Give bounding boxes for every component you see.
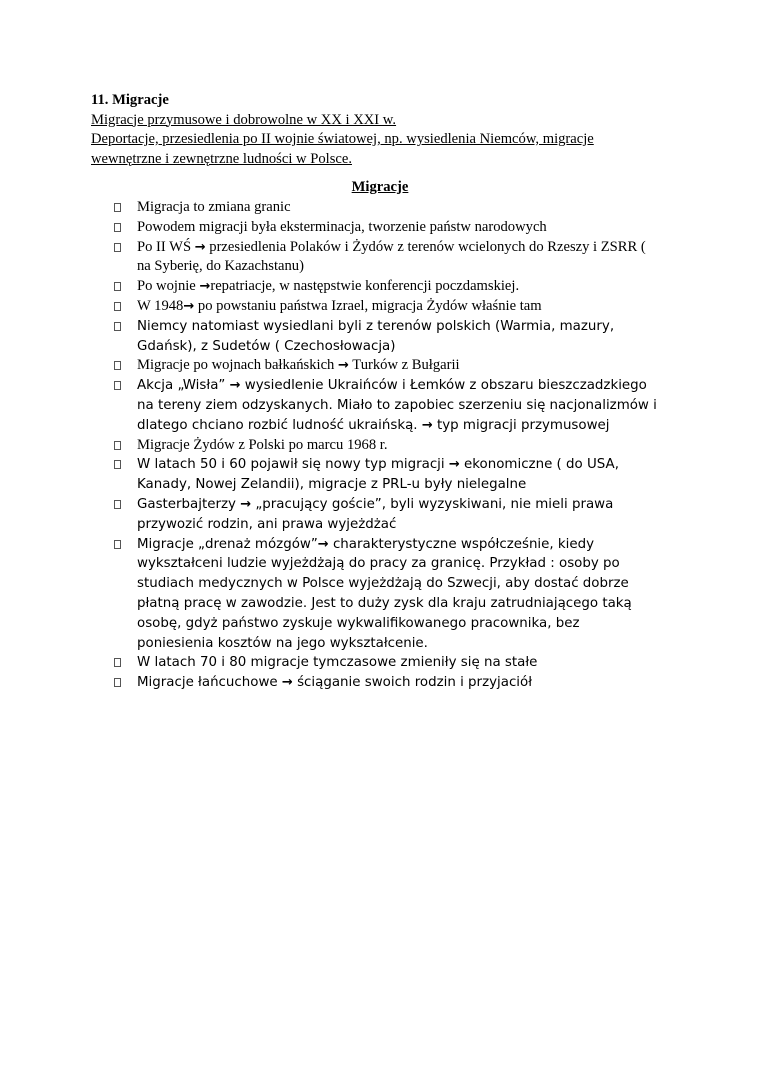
- list-item: Migracje łańcuchowe → ściąganie swoich rodzin i przyjaciół: [0, 673, 760, 693]
- list-item: W latach 70 i 80 migracje tymczasowe zmieniły się na stałe: [0, 653, 760, 673]
- bullet-icon: [114, 441, 121, 450]
- bullet-icon: [114, 678, 121, 687]
- arrow-icon: →: [240, 496, 252, 512]
- bullet-icon: [114, 500, 121, 509]
- bullet-icon: [114, 302, 121, 311]
- list-item: Migracje „drenaż mózgów”→ charakterystyczne współcześnie, kiedy wykształceni ludzie wyjeżdżają do pracy za granicę. Przykład : osoby po studiach medycznych w Polsce wyjeżdżają do Szwecji, aby dostać dobrze płatną pracę w zawodzie. Jest to duży zysk dla kraju zatrudniającego taką osobę, gdyż państwo zyskuje wykwalifikowanego pracownika, bez poniesienia kosztów na jego wykształcenie.: [0, 535, 760, 654]
- arrow-icon: →: [448, 457, 460, 473]
- arrow-icon: →: [229, 378, 241, 394]
- arrow-icon: →: [183, 298, 195, 314]
- arrow-icon: →: [194, 239, 206, 255]
- section-title: Migracje: [351, 179, 409, 195]
- arrow-icon: →: [199, 279, 211, 295]
- bullet-icon: [114, 243, 121, 252]
- list-item: Niemcy natomiast wysiedlani byli z terenów polskich (Warmia, mazury, Gdańsk), z Sudetów ( Czechosłowacja): [0, 317, 760, 357]
- list-item: Migracje po wojnach bałkańskich → Turków z Bułgarii: [0, 356, 760, 376]
- arrow-icon: →: [421, 417, 433, 433]
- list-item: W 1948→ po powstaniu państwa Izrael, migracja Żydów właśnie tam: [0, 297, 760, 317]
- arrow-icon: →: [338, 358, 349, 374]
- list-item: Po II WŚ → przesiedlenia Polaków i Żydów z terenów wcielonych do Rzeszy i ZSRR ( na Syberię, do Kazachstanu): [0, 238, 760, 278]
- bullet-icon: [114, 361, 121, 370]
- list-item: Akcja „Wisła” → wysiedlenie Ukraińców i Łemków z obszaru bieszczadzkiego na tereny ziem odzyskanych. Miało to zapobiec szerzeniu się nacjonalizmów i dlatego chciano rozbić ludność ukraińską. → typ migracji przymusowej: [0, 376, 760, 435]
- list-item: Gasterbajterzy → „pracujący goście”, byli wyzyskiwani, nie mieli prawa przywozić rodzin, ani prawa wyjeżdżać: [0, 495, 760, 535]
- list-item: W latach 50 i 60 pojawił się nowy typ migracji → ekonomiczne ( do USA, Kanady, Nowej Zelandii), migracje z PRL-u były nielegalne: [0, 455, 760, 495]
- topic-line: Migracje przymusowe i dobrowolne w XX i XXI w.: [91, 111, 397, 128]
- bullet-icon: [114, 223, 121, 232]
- list-item: Migracja to zmiana granic: [0, 198, 760, 218]
- list-item: Migracje Żydów z Polski po marcu 1968 r.: [0, 436, 760, 456]
- chapter-title: 11. Migracje: [91, 92, 169, 108]
- bullet-list: [0, 198, 760, 693]
- bullet-icon: [114, 540, 121, 549]
- list-item: Powodem migracji była eksterminacja, tworzenie państw narodowych: [0, 218, 760, 238]
- bullet-icon: [114, 381, 121, 390]
- bullet-icon: [114, 282, 121, 291]
- arrow-icon: →: [317, 536, 329, 552]
- bullet-icon: [114, 460, 121, 469]
- arrow-icon: →: [281, 675, 293, 691]
- document-header: [91, 91, 651, 169]
- bullet-icon: [114, 322, 121, 331]
- bullet-icon: [114, 203, 121, 212]
- bullet-icon: [114, 658, 121, 667]
- list-item: Po wojnie →repatriacje, w następstwie konferencji poczdamskiej.: [0, 277, 760, 297]
- topic-description: Deportacje, przesiedlenia po II wojnie światowej, np. wysiedlenia Niemców, migracje wewnętrzne i zewnętrzne ludności w Polsce.: [91, 131, 594, 167]
